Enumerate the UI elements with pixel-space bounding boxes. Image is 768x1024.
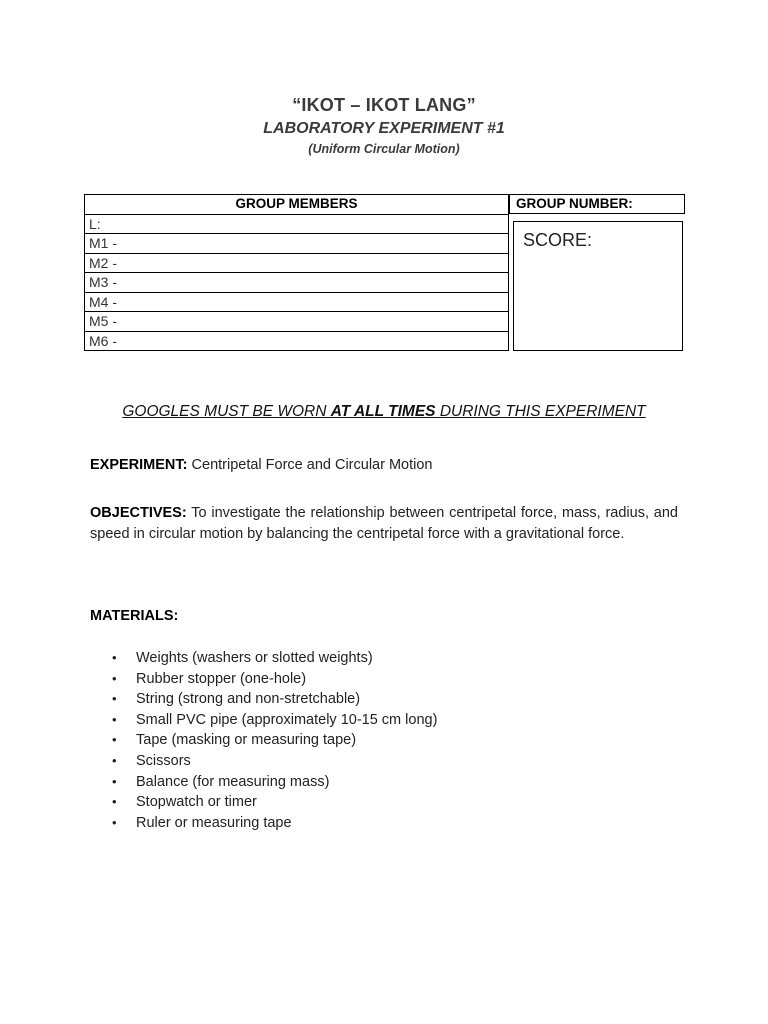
bullet-icon: • — [112, 814, 117, 830]
member-row-m2: M2 - — [85, 253, 509, 273]
bullet-icon: • — [112, 752, 117, 768]
experiment-label: EXPERIMENT: — [90, 457, 188, 473]
member-row-m1: M1 - — [85, 234, 509, 254]
material-text: Scissors — [136, 752, 191, 769]
list-item — [110, 669, 437, 690]
score-label: SCORE: — [523, 230, 593, 250]
material-text: Ruler or measuring tape — [136, 814, 292, 831]
document-title: “IKOT – IKOT LANG” — [292, 95, 476, 115]
bullet-icon: • — [112, 794, 117, 810]
score-box — [513, 221, 683, 351]
member-row-m3: M3 - — [85, 273, 509, 293]
list-item — [110, 710, 437, 731]
objectives-text: To investigate the relationship between centripetal force, mass, radius, and speed in circular motion by balancing the centripetal force with a gravitational force. — [90, 505, 678, 542]
warning-emphasis: AT ALL TIMES — [330, 403, 436, 420]
warning-part1: GOOGLES MUST BE WORN — [122, 403, 331, 420]
bullet-icon: • — [112, 650, 117, 665]
member-row-m4: M4 - — [85, 292, 509, 312]
group-members-table — [84, 194, 509, 351]
safety-warning — [0, 403, 768, 421]
experiment-text: Centripetal Force and Circular Motion — [187, 457, 433, 473]
bullet-icon: • — [112, 732, 117, 748]
group-number-label: GROUP NUMBER: — [509, 194, 685, 214]
material-text: String (strong and non-stretchable) — [136, 691, 361, 708]
material-text: Rubber stopper (one-hole) — [136, 670, 307, 687]
experiment-section — [90, 455, 678, 476]
objectives-label: OBJECTIVES: — [90, 505, 187, 521]
member-row-m6: M6 - — [85, 331, 509, 351]
bullet-icon: • — [112, 773, 117, 789]
list-item — [110, 648, 437, 669]
materials-heading: MATERIALS: — [90, 608, 179, 624]
warning-part2: DURING THIS EXPERIMENT — [435, 403, 646, 420]
member-row-leader: L: — [85, 214, 509, 234]
document-subsubtitle: (Uniform Circular Motion) — [308, 142, 460, 156]
material-text: Stopwatch or timer — [136, 794, 257, 811]
member-row-m5: M5 - — [85, 312, 509, 332]
material-text: Small PVC pipe (approximately 10-15 cm long) — [136, 711, 438, 728]
document-subtitle: LABORATORY EXPERIMENT #1 — [263, 120, 505, 137]
list-item — [110, 751, 437, 772]
list-item — [110, 689, 437, 710]
material-text: Balance (for measuring mass) — [136, 773, 330, 790]
list-item — [110, 813, 437, 834]
list-item — [110, 792, 437, 813]
material-text: Weights (washers or slotted weights) — [136, 650, 373, 666]
group-members-header: GROUP MEMBERS — [85, 195, 509, 215]
bullet-icon: • — [112, 670, 117, 686]
bullet-icon: • — [112, 711, 117, 727]
list-item — [110, 730, 437, 751]
objectives-section — [90, 503, 678, 545]
material-text: Tape (masking or measuring tape) — [136, 732, 357, 749]
materials-list — [110, 648, 437, 833]
bullet-icon: • — [112, 691, 117, 707]
list-item — [110, 772, 437, 793]
